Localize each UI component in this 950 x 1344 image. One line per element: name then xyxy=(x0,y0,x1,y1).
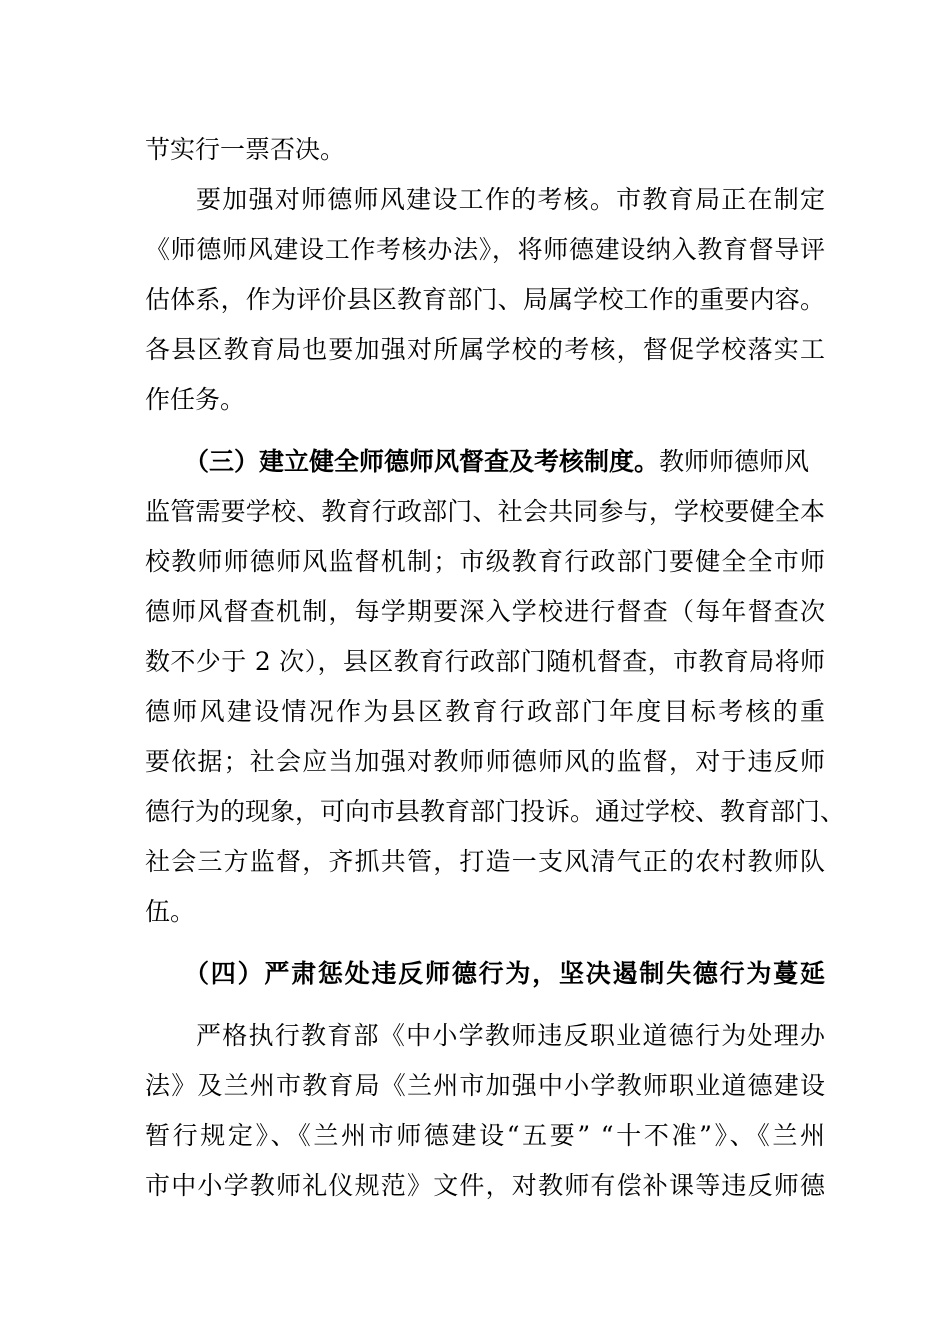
paragraph-line: 校教师师德师风监督机制；市级教育行政部门要健全全市师 xyxy=(145,547,825,576)
paragraph-line: 严格执行教育部《中小学教师违反职业道德行为处理办 xyxy=(196,1021,825,1050)
paragraph-line: 估体系，作为评价县区教育部门、局属学校工作的重要内容。 xyxy=(145,285,825,314)
paragraph-line: 德行为的现象，可向市县教育部门投诉。通过学校、教育部门、 xyxy=(145,797,846,826)
paragraph-line: 暂行规定》、《兰州市师德建设“五要” “十不准”》、《兰州 xyxy=(145,1121,825,1150)
paragraph-line: 数不少于 2 次），县区教育行政部门随机督查，市教育局将师 xyxy=(145,647,825,676)
paragraph-line: 各县区教育局也要加强对所属学校的考核，督促学校落实工 xyxy=(145,335,825,364)
paragraph-line: 社会三方监督，齐抓共管，打造一支风清气正的农村教师队 xyxy=(145,847,825,876)
paragraph-line: 节实行一票否决。 xyxy=(145,135,346,164)
paragraph-line: 《师德师风建设工作考核办法》，将师德建设纳入教育督导评 xyxy=(145,235,825,264)
paragraph-line: 要加强对师德师风建设工作的考核。市教育局正在制定 xyxy=(196,185,825,214)
heading-continuation-text: 教师师德师风 xyxy=(659,447,810,476)
paragraph-line: 法》及兰州市教育局《兰州市加强中小学教师职业道德建设 xyxy=(145,1071,825,1100)
section-heading-line xyxy=(184,445,825,479)
paragraph-line: 伍。 xyxy=(145,897,196,926)
section-heading-four: （四）严肃惩处违反师德行为，坚决遏制失德行为蔓延 xyxy=(184,959,825,988)
paragraph-line: 市中小学教师礼仪规范》文件，对教师有偿补课等违反师德 xyxy=(145,1171,825,1200)
section-heading-three: （三）建立健全师德师风督查及考核制度。 xyxy=(184,447,660,476)
paragraph-line: 监管需要学校、教育行政部门、社会共同参与，学校要健全本 xyxy=(145,497,825,526)
paragraph-line: 作任务。 xyxy=(145,385,246,414)
paragraph-line: 德师风督查机制，每学期要深入学校进行督查（每年督查次 xyxy=(145,597,825,626)
paragraph-line: 德师风建设情况作为县区教育行政部门年度目标考核的重 xyxy=(145,697,825,726)
paragraph-line: 要依据；社会应当加强对教师师德师风的监督，对于违反师 xyxy=(145,747,825,776)
